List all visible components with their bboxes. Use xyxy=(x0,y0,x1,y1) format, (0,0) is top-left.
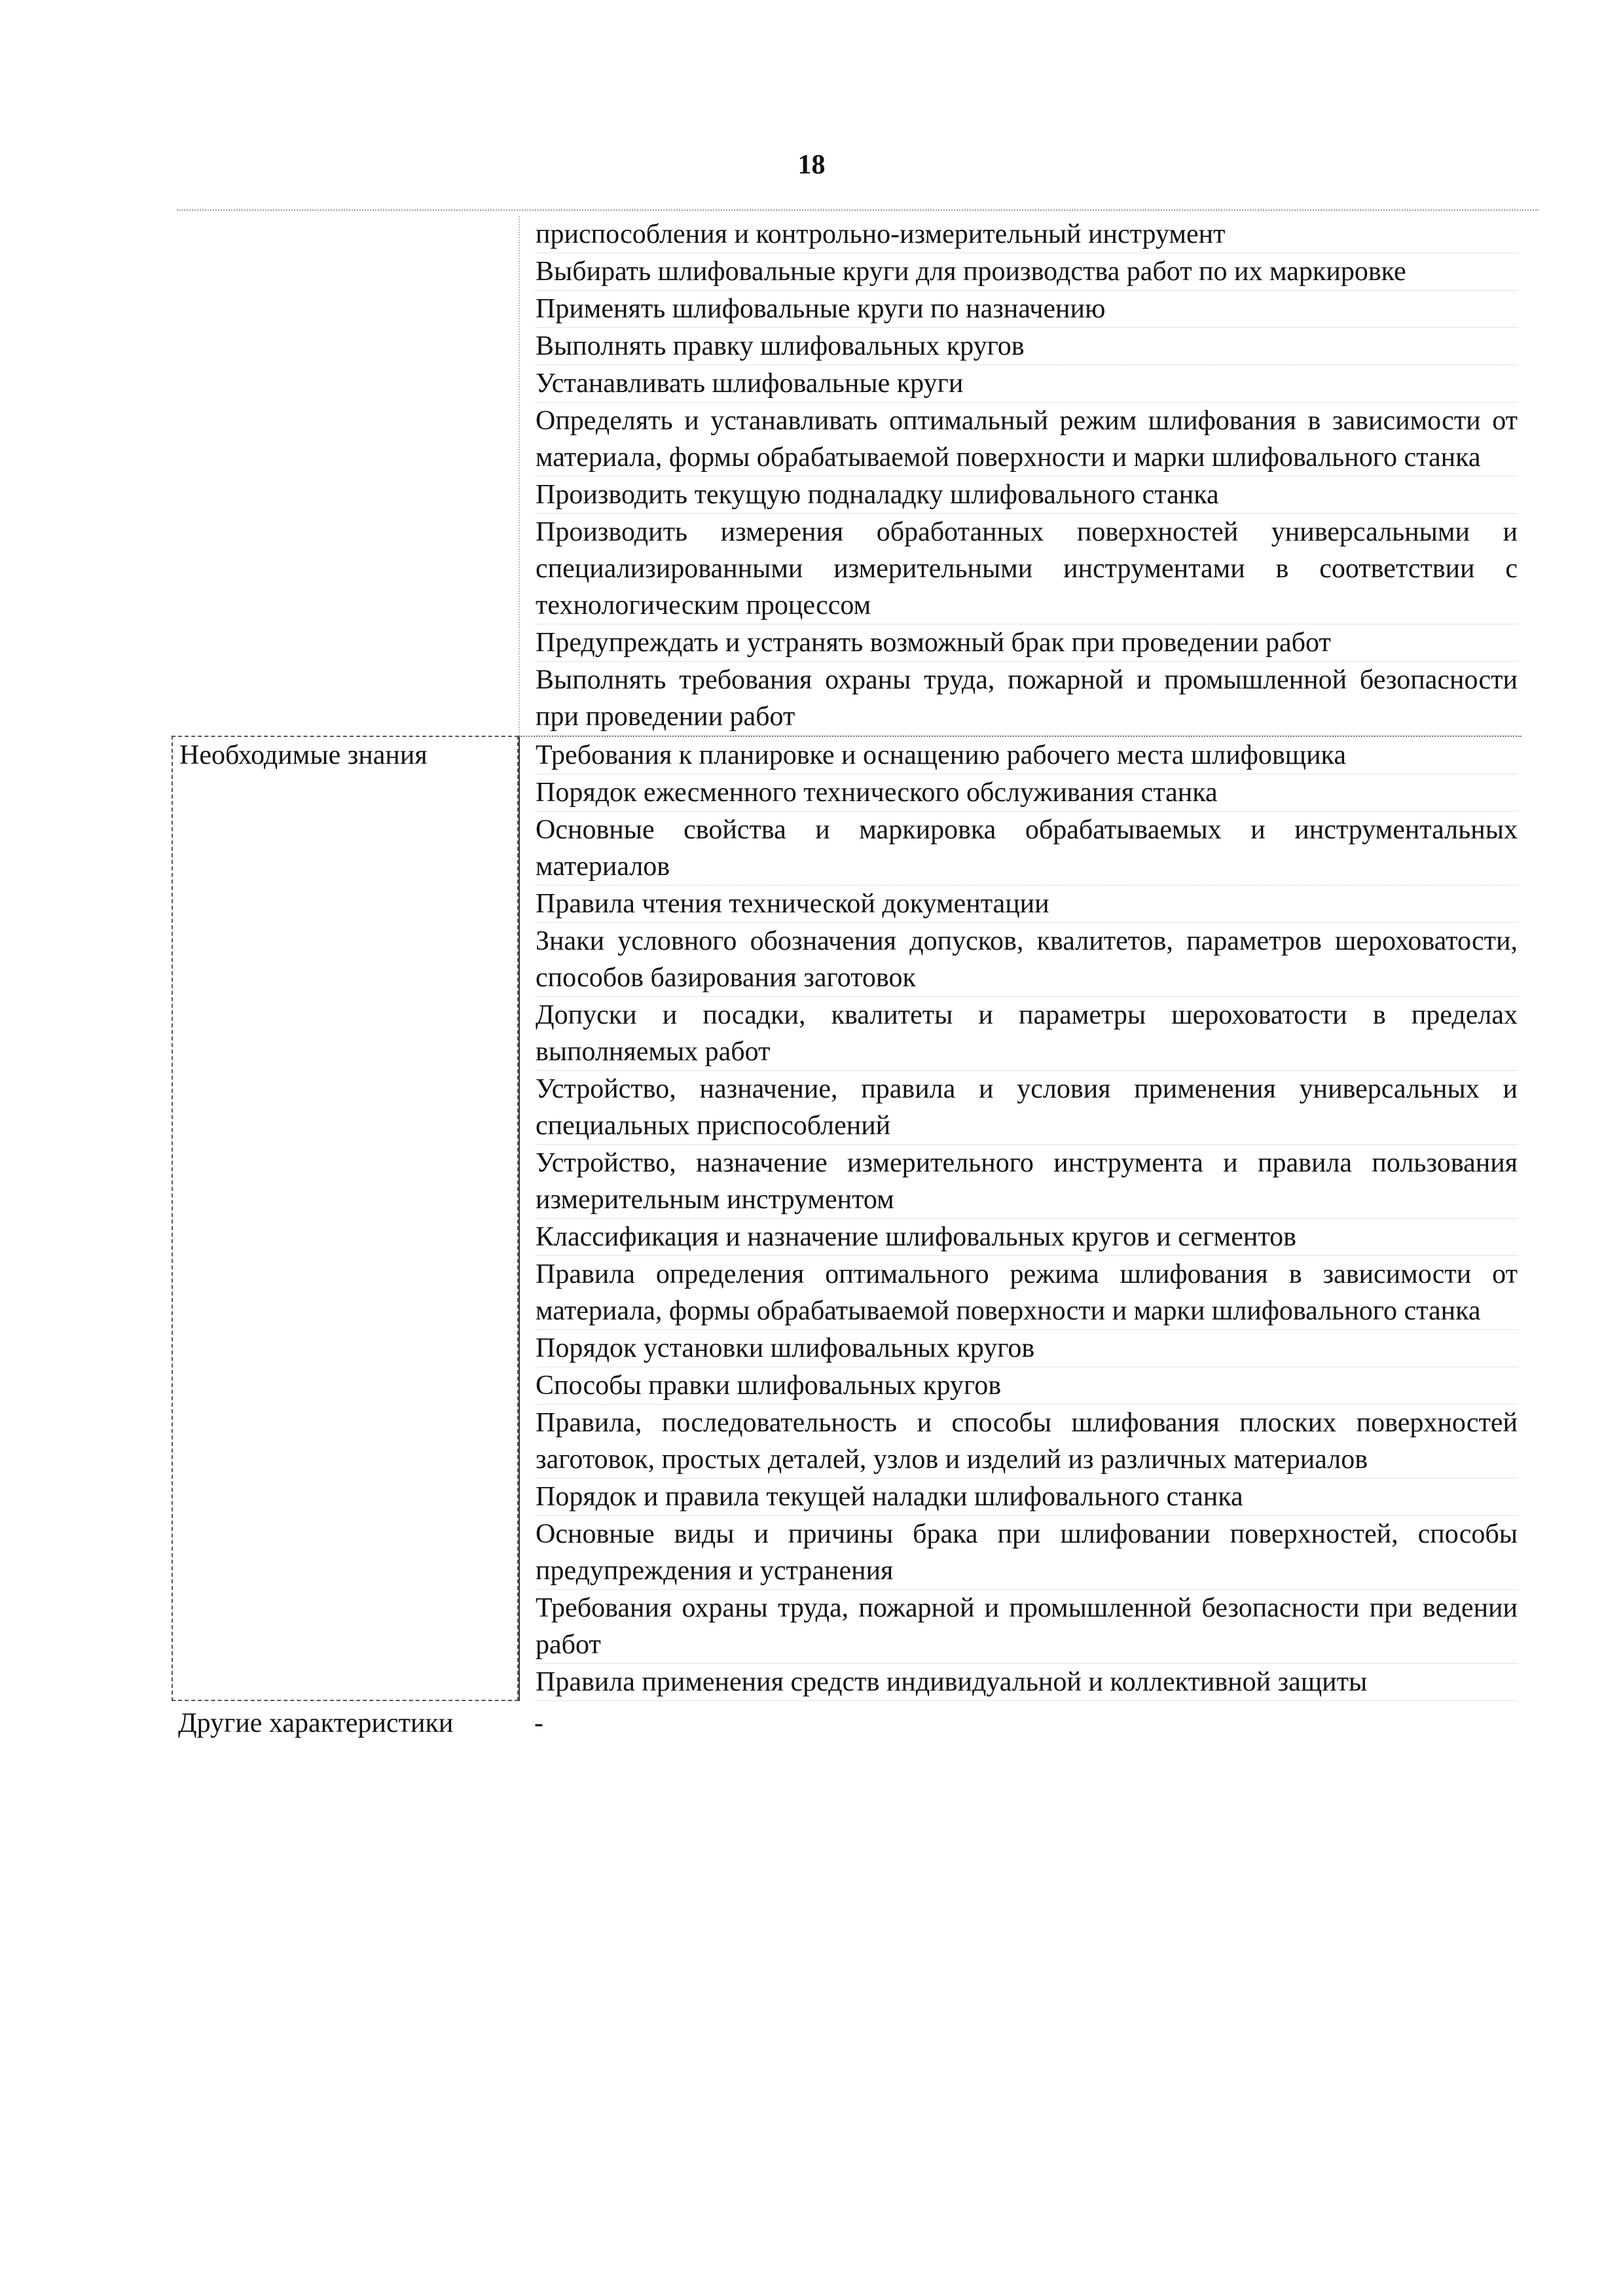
other-label: Другие характеристики xyxy=(178,1708,454,1738)
knowledge-item: Основные свойства и маркировка обрабатываемых и инструментальных материалов xyxy=(536,812,1518,886)
qualification-table xyxy=(172,216,1522,1742)
skill-item: Производить измерения обработанных поверхностей универсальными и специализированными измерительными инструментами в соответствии с технологическим процессом xyxy=(536,514,1518,624)
knowledge-item: Способы правки шлифовальных кругов xyxy=(536,1367,1518,1405)
other-row xyxy=(172,1701,1522,1742)
knowledge-item: Порядок и правила текущей наладки шлифовального станка xyxy=(536,1479,1518,1516)
knowledge-item: Устройство, назначение измерительного инструмента и правила пользования измерительным инструментом xyxy=(536,1145,1518,1219)
knowledge-item: Порядок установки шлифовальных кругов xyxy=(536,1330,1518,1367)
skill-item: Производить текущую подналадку шлифовального станка xyxy=(536,476,1518,514)
knowledge-item: Требования к планировке и оснащению рабочего места шлифовщика xyxy=(536,737,1518,774)
skill-item: Устанавливать шлифовальные круги xyxy=(536,365,1518,403)
knowledge-item: Порядок ежесменного технического обслуживания станка xyxy=(536,774,1518,812)
skill-item: Выбирать шлифовальные круги для производства работ по их маркировке xyxy=(536,253,1518,291)
skills-list xyxy=(519,216,1522,736)
skills-row xyxy=(172,216,1522,736)
knowledge-row xyxy=(172,736,1522,1701)
skill-item: Применять шлифовальные круги по назначению xyxy=(536,291,1518,328)
knowledge-item: Требования охраны труда, пожарной и промышленной безопасности при ведении работ xyxy=(536,1590,1518,1664)
page-number: 18 xyxy=(797,150,826,180)
knowledge-item: Правила, последовательность и способы шлифования плоских поверхностей заготовок, простых деталей, узлов и изделий из различных материалов xyxy=(536,1405,1518,1479)
knowledge-label: Необходимые знания xyxy=(172,736,519,1701)
skill-item: Выполнять требования охраны труда, пожарной и промышленной безопасности при проведении работ xyxy=(536,662,1518,736)
skill-item: Выполнять правку шлифовальных кругов xyxy=(536,328,1518,365)
skill-item: Определять и устанавливать оптимальный режим шлифования в зависимости от материала, формы обрабатываемой поверхности и марки шлифовального станка xyxy=(536,403,1518,476)
knowledge-item: Правила чтения технической документации xyxy=(536,886,1518,923)
knowledge-item: Правила определения оптимального режима шлифования в зависимости от материала, формы обрабатываемой поверхности и марки шлифовального станка xyxy=(536,1256,1518,1330)
skills-label-cell xyxy=(172,216,519,736)
table-top-border xyxy=(177,209,1539,211)
skill-item: Предупреждать и устранять возможный брак при проведении работ xyxy=(536,624,1518,662)
knowledge-item: Знаки условного обозначения допусков, квалитетов, параметров шероховатости, способов базирования заготовок xyxy=(536,923,1518,997)
knowledge-item: Правила применения средств индивидуальной и коллективной защиты xyxy=(536,1664,1518,1701)
knowledge-item: Допуски и посадки, квалитеты и параметры шероховатости в пределах выполняемых работ xyxy=(536,997,1518,1071)
knowledge-list xyxy=(519,736,1522,1701)
knowledge-item: Основные виды и причины брака при шлифовании поверхностей, способы предупреждения и устранения xyxy=(536,1516,1518,1590)
knowledge-item: Классификация и назначение шлифовальных кругов и сегментов xyxy=(536,1219,1518,1256)
skill-item: приспособления и контрольно-измерительный инструмент xyxy=(536,216,1518,253)
knowledge-item: Устройство, назначение, правила и условия применения универсальных и специальных приспособлений xyxy=(536,1071,1518,1145)
other-value: - xyxy=(534,1708,543,1738)
